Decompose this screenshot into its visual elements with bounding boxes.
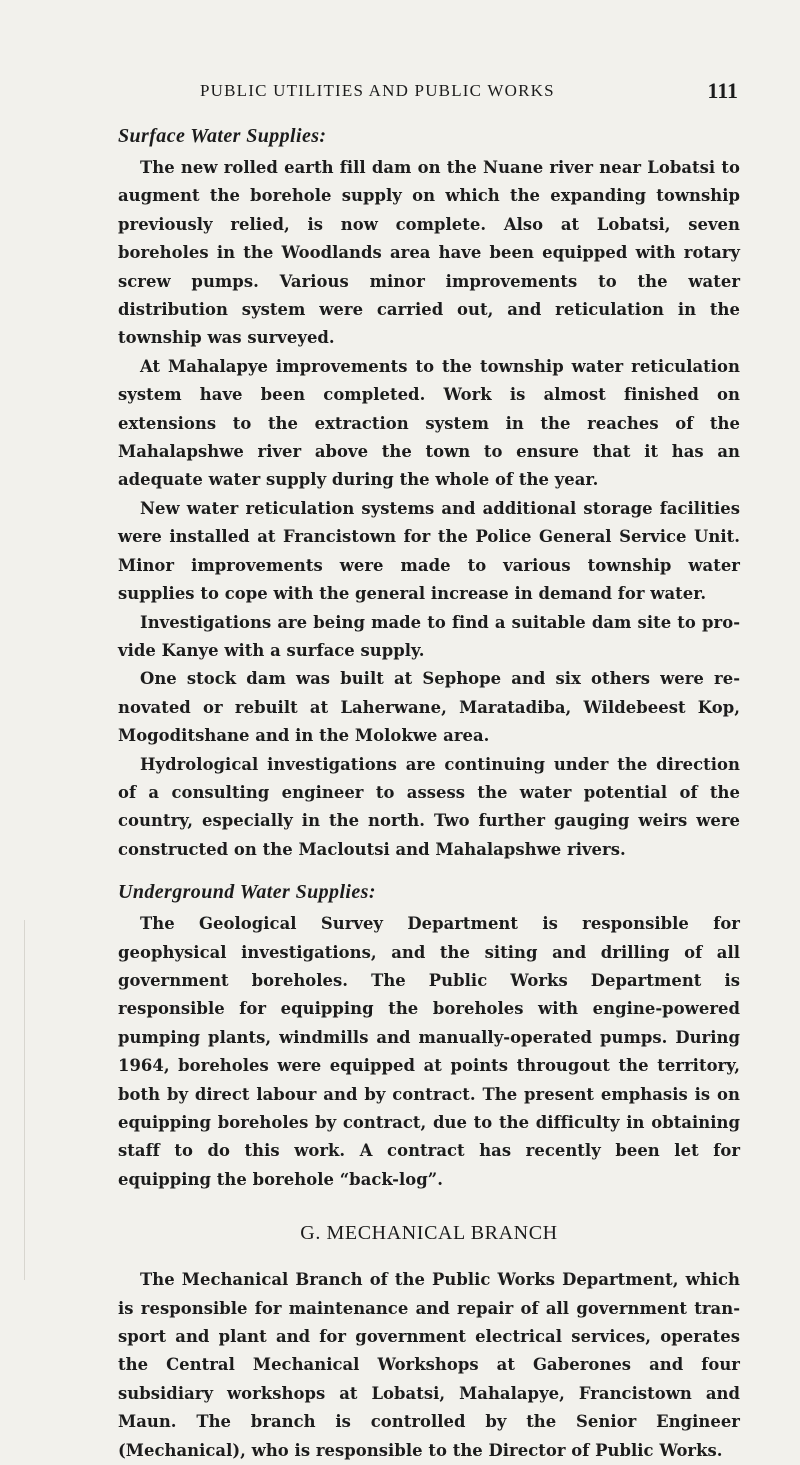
section-heading-underground-water: Underground Water Supplies: [118,881,376,904]
paragraph: The new rolled earth fill dam on the Nuane river near Lobatsi to augment the borehole supply on which the expanding township previously relied, is now complete. Also at Lobatsi, seven boreholes in the Woodlands area have been equipped with rotary screw pumps. Various minor improvements to the water distribution system were carried out, and reticulation in the township was surveyed. [118,158,740,348]
section-heading-mechanical-branch: G. MECHANICAL BRANCH [300,1222,558,1245]
paragraph: The Geological Survey Department is responsible for geophysical investigations, and the siting and drilling of all government boreholes. The Public Works Department is responsible for equipping the boreholes with engine-powered pumping plants, windmills and manually-operated pumps. During 1964, boreholes were equipped at points througout the territory, both by direct labour and by contract. The present emphasis is on equipping boreholes by contract, due to the difficulty in obtaining staff to do this work. A contract has recently been let for equipping the borehole “back-log”. [118,914,740,1189]
running-title: PUBLIC UTILITIES AND PUBLIC WORKS [200,81,555,100]
paragraph: At Mahalapye improvements to the township water reticulation system have been completed. Work is almost finished on extensions to the extraction system in the reaches of the Mahalapshwe river above the town to ensure that it has an adequate water supply during the whole of the year. [118,356,740,490]
spacer [118,864,740,874]
paragraph: New water reticulation systems and additional storage facilities were installed at Francistown for the Police General Service Unit. Minor improvements were made to various township water supplies to cope with the general increase in demand for water. [118,498,740,604]
section-heading-surface-water: Surface Water Supplies: [118,125,327,147]
page-number: 111 [707,78,738,103]
scan-edge-mark [24,920,25,1280]
body-text [118,118,740,1465]
paragraph: Investigations are being made to find a suitable dam site to provide Kanye with a surface supply. [118,612,740,660]
paragraph: The Mechanical Branch of the Public Works Department, which is responsible for maintenance and repair of all government transport and plant and for government electrical services, operates the Central Mechanical Workshops at Gaberones and four subsidiary workshops at Lobatsi, Mahalapye, Francistown and Maun. The branch is controlled by the Senior Engineer (Mechanical), who is responsible to the Director of Public Works. [118,1270,740,1460]
running-header [118,76,738,106]
paragraph: One stock dam was built at Sephope and six others were renovated or rebuilt at Laherwane, Maratadiba, Wildebeest Kop, Mogoditshane and in the Molokwe area. [118,669,740,746]
paragraph: Hydrological investigations are continuing under the direction of a consulting engineer to assess the water potential of the country, especially in the north. Two further gauging weirs were constructed on the Macloutsi and Mahalapshwe rivers. [118,754,740,859]
